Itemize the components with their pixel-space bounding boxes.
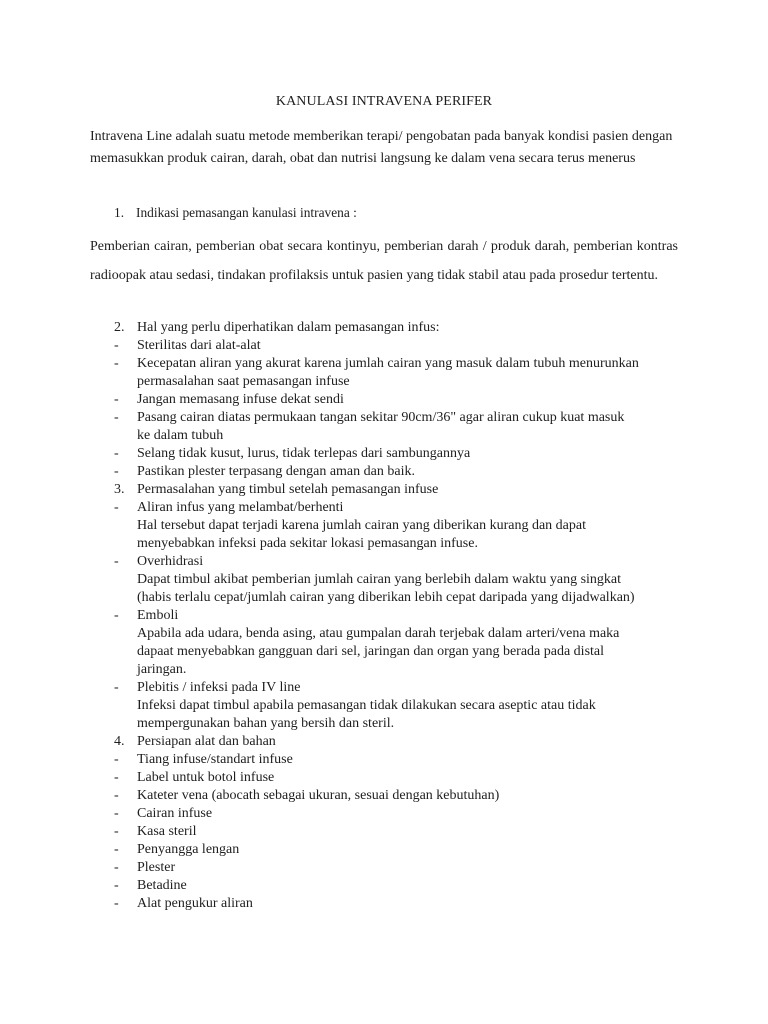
list-item-text: Overhidrasi xyxy=(137,554,204,569)
list-item-continuation: permasalahan saat pemasangan infuse xyxy=(137,374,350,389)
list-item-text: Plester xyxy=(137,860,176,875)
list-item-text: Aliran infus yang melambat/berhenti xyxy=(137,500,344,515)
list-marker: - xyxy=(114,752,119,767)
bullet-item xyxy=(114,823,684,841)
list-item-text: Hal yang perlu diperhatikan dalam pemasangan infus: xyxy=(137,320,440,335)
list-marker: - xyxy=(114,500,119,515)
list-item-text: Alat pengukur aliran xyxy=(137,896,253,911)
bullet-item xyxy=(114,409,684,445)
bullet-item xyxy=(114,787,684,805)
list-marker: 3. xyxy=(114,482,125,497)
list-item-continuation: Apabila ada udara, benda asing, atau gumpalan darah terjebak dalam arteri/vena maka xyxy=(137,626,620,641)
bullet-item xyxy=(114,607,684,679)
section-1-number: 1. xyxy=(114,205,125,220)
list-item-text: Pastikan plester terpasang dengan aman dan baik. xyxy=(137,464,415,479)
list-item-text: Persiapan alat dan bahan xyxy=(137,734,276,749)
list-marker: - xyxy=(114,554,119,569)
indication-paragraph: Pemberian cairan, pemberian obat secara kontinyu, pemberian darah / produk darah, pemberian kontras radioopak atau sedasi, tindakan profilaksis untuk pasien yang tidak stabil atau pada prosedur tertentu. xyxy=(90,239,678,283)
bullet-item xyxy=(114,463,684,481)
list-marker: - xyxy=(114,806,119,821)
list-marker: 2. xyxy=(114,320,125,335)
bullet-item xyxy=(114,553,684,607)
list-item-text: Penyangga lengan xyxy=(137,842,240,857)
list-item-continuation: ke dalam tubuh xyxy=(137,428,224,443)
list-marker: - xyxy=(114,410,119,425)
list-marker: - xyxy=(114,770,119,785)
list-marker: - xyxy=(114,824,119,839)
list-marker: - xyxy=(114,860,119,875)
list-item-text: Kasa steril xyxy=(137,824,197,839)
list-item-continuation: Infeksi dapat timbul apabila pemasangan tidak dilakukan secara aseptic atau tidak xyxy=(137,698,596,713)
section-1-heading xyxy=(114,205,357,221)
content-list xyxy=(114,319,684,913)
list-item-text: Kateter vena (abocath sebagai ukuran, sesuai dengan kebutuhan) xyxy=(137,788,500,803)
list-marker: - xyxy=(114,464,119,479)
bullet-item xyxy=(114,679,684,733)
list-item-continuation: Hal tersebut dapat terjadi karena jumlah cairan yang diberikan kurang dan dapat xyxy=(137,518,586,533)
intro-paragraph: Intravena Line adalah suatu metode memberikan terapi/ pengobatan pada banyak kondisi pasien dengan memasukkan produk cairan, darah, obat dan nutrisi langsung ke dalam vena secara terus menerus xyxy=(90,129,673,166)
list-item-continuation: Dapat timbul akibat pemberian jumlah cairan yang berlebih dalam waktu yang singkat xyxy=(137,572,622,587)
list-marker: - xyxy=(114,878,119,893)
bullet-item xyxy=(114,859,684,877)
numbered-heading xyxy=(114,481,684,499)
list-item-text: Emboli xyxy=(137,608,179,623)
list-item-continuation: (habis terlalu cepat/jumlah cairan yang diberikan lebih cepat daripada yang dijadwalkan) xyxy=(137,590,635,605)
list-item-continuation: dapaat menyebabkan gangguan dari sel, jaringan dan organ yang berada pada distal xyxy=(137,644,605,659)
bullet-item xyxy=(114,841,684,859)
list-marker: - xyxy=(114,680,119,695)
list-item-text: Pasang cairan diatas permukaan tangan sekitar 90cm/36" agar aliran cukup kuat masuk xyxy=(137,410,625,425)
list-item-continuation: mempergunakan bahan yang bersih dan steril. xyxy=(137,716,395,731)
section-1-label: Indikasi pemasangan kanulasi intravena : xyxy=(136,205,357,220)
list-item-text: Plebitis / infeksi pada IV line xyxy=(137,680,301,695)
list-item-text: Betadine xyxy=(137,878,187,893)
bullet-item xyxy=(114,877,684,895)
list-marker: - xyxy=(114,338,119,353)
list-marker: - xyxy=(114,392,119,407)
bullet-item xyxy=(114,751,684,769)
bullet-item xyxy=(114,805,684,823)
list-marker: - xyxy=(114,842,119,857)
list-marker: - xyxy=(114,896,119,911)
bullet-item xyxy=(114,769,684,787)
list-item-text: Selang tidak kusut, lurus, tidak terlepas dari sambungannya xyxy=(137,446,471,461)
list-marker: - xyxy=(114,446,119,461)
list-marker: - xyxy=(114,356,119,371)
list-item-text: Tiang infuse/standart infuse xyxy=(137,752,293,767)
bullet-item xyxy=(114,355,684,391)
list-item-text: Label untuk botol infuse xyxy=(137,770,275,785)
bullet-item xyxy=(114,895,684,913)
list-marker: - xyxy=(114,788,119,803)
list-item-text: Permasalahan yang timbul setelah pemasangan infuse xyxy=(137,482,439,497)
list-item-text: Sterilitas dari alat-alat xyxy=(137,338,261,353)
list-marker: 4. xyxy=(114,734,125,749)
numbered-heading xyxy=(114,733,684,751)
bullet-item xyxy=(114,337,684,355)
list-item-continuation: menyebabkan infeksi pada sekitar lokasi pemasangan infuse. xyxy=(137,536,478,551)
list-item-text: Jangan memasang infuse dekat sendi xyxy=(137,392,344,407)
list-item-text: Cairan infuse xyxy=(137,806,213,821)
list-item-continuation: jaringan. xyxy=(137,662,187,677)
bullet-item xyxy=(114,499,684,553)
list-item-text: Kecepatan aliran yang akurat karena jumlah cairan yang masuk dalam tubuh menurunkan xyxy=(137,356,639,371)
document-title: KANULASI INTRAVENA PERIFER xyxy=(275,94,493,109)
bullet-item xyxy=(114,445,684,463)
bullet-item xyxy=(114,391,684,409)
list-marker: - xyxy=(114,608,119,623)
numbered-heading xyxy=(114,319,684,337)
